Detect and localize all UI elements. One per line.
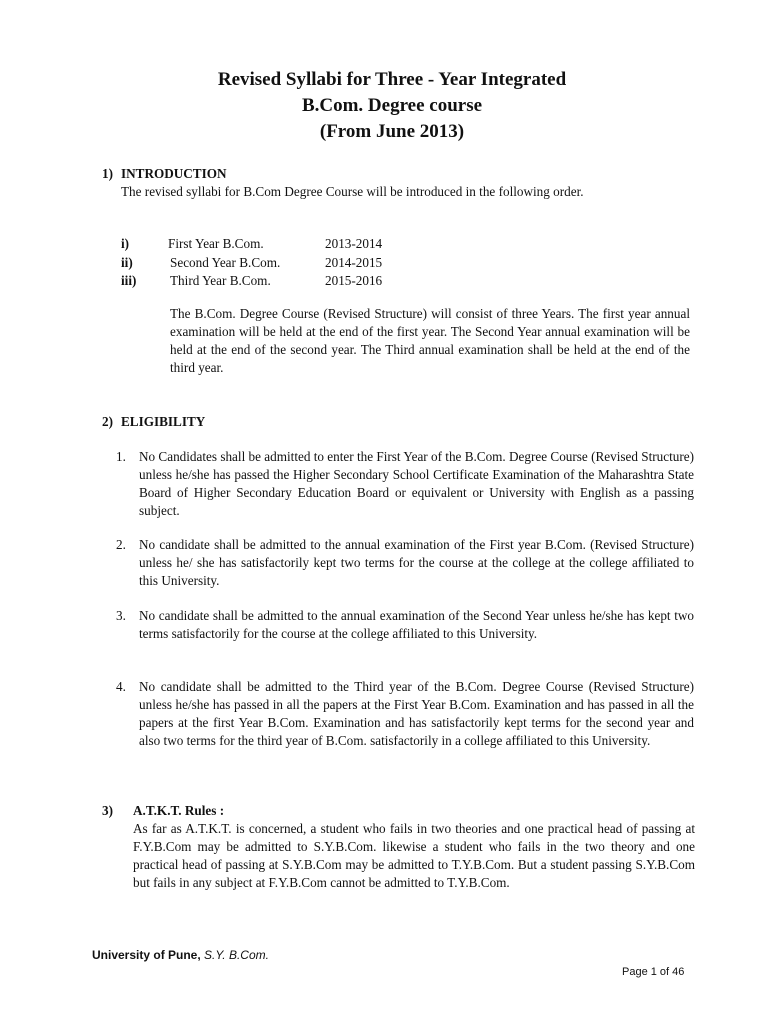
section-2-heading: ELIGIBILITY bbox=[121, 414, 206, 429]
university-name: University of Pune, bbox=[92, 948, 201, 962]
schedule-years: 2014-2015 bbox=[325, 255, 383, 270]
schedule-years: 2015-2016 bbox=[325, 273, 383, 288]
introduction-text: The revised syllabi for B.Com Degree Course will be introduced in the following order. bbox=[121, 184, 584, 199]
footer-university bbox=[92, 948, 269, 962]
schedule-label: First Year B.Com. bbox=[168, 236, 264, 251]
roman-numeral: ii) bbox=[121, 255, 133, 270]
eligibility-item-1-text: No Candidates shall be admitted to enter the First Year of the B.Com. Degree Course (Revised Structure) unless he/she has passed the Higher Secondary School Certificate Examination of the Maharashtra State Board of Higher Secondary Education Board or equivalent or University with English as a passing subject. bbox=[139, 449, 694, 518]
eligibility-item-1-number: 1. bbox=[116, 449, 126, 464]
eligibility-item-2-number: 2. bbox=[116, 537, 126, 552]
eligibility-item-3-text: No candidate shall be admitted to the annual examination of the Second Year unless he/she has kept two terms satisfactorily for the course at the college affiliated to this University. bbox=[139, 608, 694, 641]
eligibility-item-3-number: 3. bbox=[116, 608, 126, 623]
title-line-2: B.Com. Degree course bbox=[301, 95, 483, 116]
title-line-1: Revised Syllabi for Three - Year Integrated bbox=[217, 69, 567, 90]
section-2-number: 2) bbox=[102, 414, 113, 429]
schedule-label: Second Year B.Com. bbox=[170, 255, 281, 270]
eligibility-item-4-text: No candidate shall be admitted to the Third year of the B.Com. Degree Course (Revised Structure) unless he/she has passed in all the papers at the First Year B.Com. Examination and has passed in all the papers at the first Year B.Com. Examination and has satisfactorily kept terms for the second year and also two terms for the third year of B.Com. satisfactorily in a college affiliated to this University. bbox=[139, 679, 694, 748]
eligibility-item-2-text: No candidate shall be admitted to the annual examination of the First year B.Com. (Revised Structure) unless he/ she has satisfactorily kept two terms for the course at the college at the college affiliated to this University. bbox=[139, 537, 694, 588]
schedule-years: 2013-2014 bbox=[325, 236, 383, 251]
class-name: S.Y. B.Com. bbox=[204, 948, 269, 962]
page-number: Page 1 of 46 bbox=[622, 966, 685, 978]
roman-numeral: iii) bbox=[121, 273, 137, 288]
section-3-heading: A.T.K.T. Rules : bbox=[133, 803, 225, 818]
schedule-table bbox=[121, 235, 421, 291]
atkt-rules-text: As far as A.T.K.T. is concerned, a student who fails in two theories and one practical head of passing at F.Y.B.Com may be admitted to S.Y.B.Com. likewise a student who fails in the two theory and one practical head of passing at S.Y.B.Com may be admitted to T.Y.B.Com. But a student passing S.Y.B.Com but fails in any subject at F.Y.B.Com cannot be admitted to T.Y.B.Com. bbox=[133, 821, 695, 890]
section-3-number: 3) bbox=[102, 803, 113, 818]
roman-numeral: i) bbox=[121, 236, 130, 251]
section-1-number: 1) bbox=[102, 166, 113, 181]
schedule-label: Third Year B.Com. bbox=[170, 273, 271, 288]
title-line-3: (From June 2013) bbox=[319, 121, 465, 142]
section-1-heading: INTRODUCTION bbox=[121, 166, 227, 181]
structure-text: The B.Com. Degree Course (Revised Structure) will consist of three Years. The first year annual examination will be held at the end of the first year. The Second Year annual examination will be held at the end of the second year. The Third annual examination shall be held at the end of the third year. bbox=[170, 306, 690, 375]
eligibility-item-4-number: 4. bbox=[116, 679, 126, 694]
